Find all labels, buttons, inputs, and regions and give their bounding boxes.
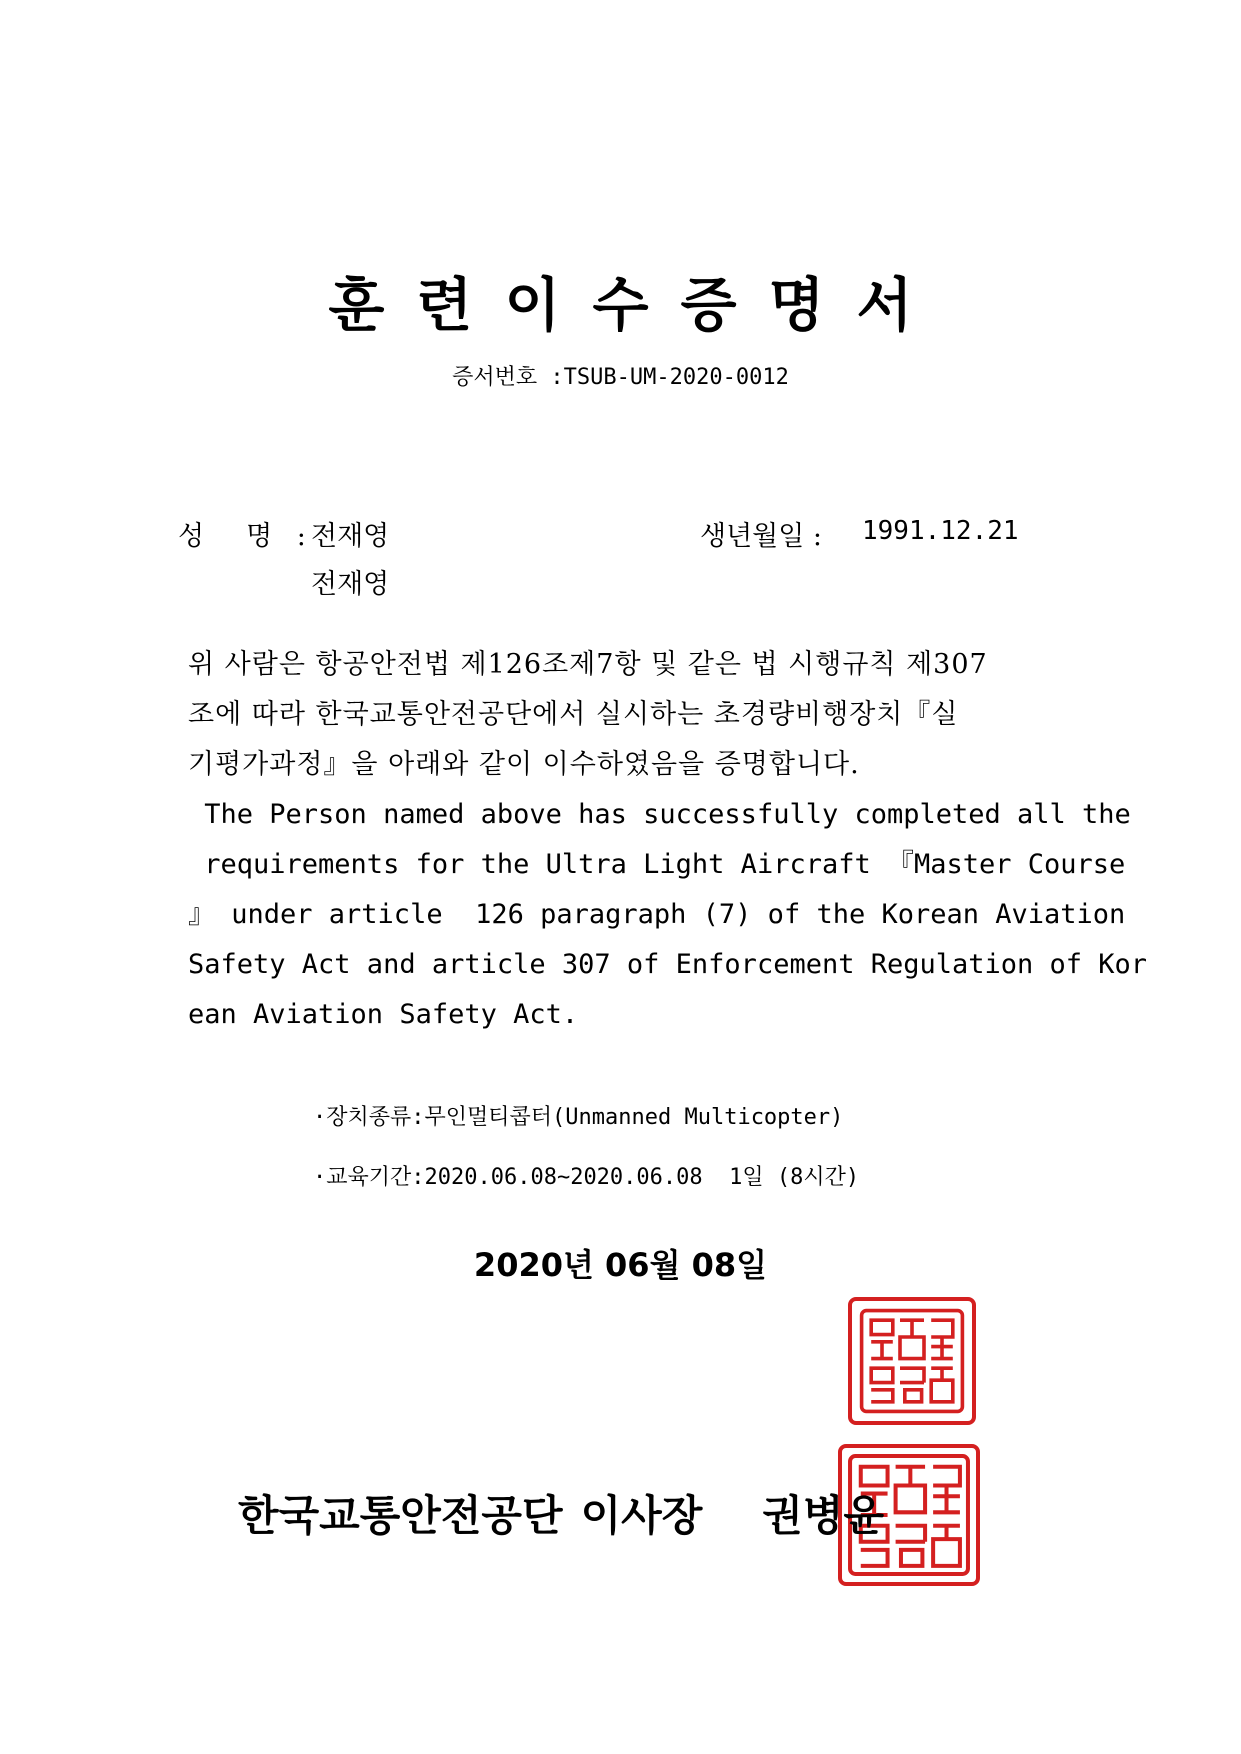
korean-body-line: 위 사람은 항공안전법 제126조제7항 및 같은 법 시행규칙 제307 (188, 649, 988, 680)
issue-date: 2020년 06월 08일 (473, 1246, 768, 1284)
english-body-line: 』 under article 126 paragraph (7) of the Korean Aviation (188, 899, 1126, 930)
name-label-colon: : (296, 521, 308, 552)
english-body-line: ean Aviation Safety Act. (188, 999, 579, 1030)
name-label-second: 명 (246, 521, 275, 552)
korean-body (188, 640, 1068, 790)
device-type: ·장치종류:무인멀티콥터(Unmanned Multicopter) (313, 1105, 844, 1130)
english-body-line: The Person named above has successfully completed all the (188, 799, 1131, 830)
issuer-signature-line (238, 1483, 884, 1543)
english-body-line: requirements for the Ultra Light Aircraft 『Master Course (188, 849, 1126, 880)
name-signature: 전재영 (311, 569, 390, 600)
issuer-position: 이사장 (580, 1491, 703, 1540)
name-label-first: 성 (178, 521, 207, 552)
birth-date-value: 1991.12.21 (862, 516, 1019, 546)
name-label (178, 514, 308, 553)
name-value: 전재영 (311, 521, 390, 552)
english-body-line: Safety Act and article 307 of Enforcement Regulation of Kor (188, 949, 1148, 980)
issuer-name: 권병윤 (762, 1491, 885, 1540)
issuer-organization: 한국교통안전공단 (238, 1491, 563, 1540)
organization-seal (848, 1297, 976, 1425)
korean-body-line: 조에 따라 한국교통안전공단에서 실시하는 초경량비행장치『실 (188, 699, 959, 730)
training-period: ·교육기간:2020.06.08~2020.06.08 1일 (8시간) (313, 1165, 860, 1190)
seal-pattern-icon (852, 1301, 972, 1421)
certificate-title: 훈련이수증명서 (328, 271, 945, 339)
certificate-number: 증서번호 :TSUB-UM-2020-0012 (452, 365, 789, 390)
english-body (188, 790, 1148, 1040)
korean-body-line: 기평가과정』을 아래와 같이 이수하였음을 증명합니다. (188, 749, 860, 780)
birth-date-label: 생년월일 : (700, 521, 823, 552)
